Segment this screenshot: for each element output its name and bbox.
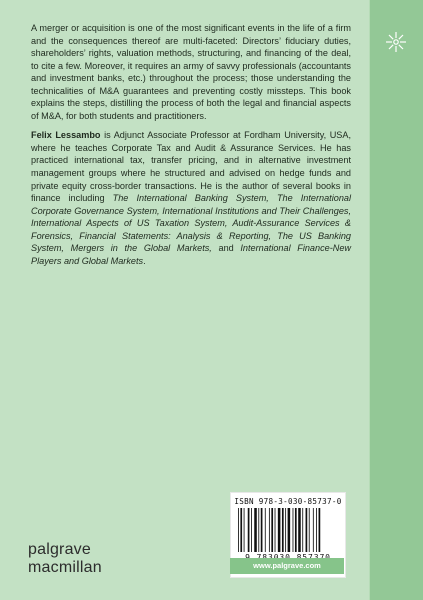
publisher-url: www.palgrave.com: [230, 558, 344, 574]
publisher-name-line1: palgrave: [28, 541, 91, 558]
author-book-titles: The International Banking System, The International Corporate Governance System, International Institutions and Their Challenges, International Aspects of US Taxation System, Audit-Assurance Services & Forensics, Financial Statements: Analysis & Reporting, The US Banking System, Mergers in the Global Markets,: [31, 193, 351, 254]
book-spine: [369, 0, 423, 600]
barcode-icon: [238, 508, 338, 552]
blurb-text: [31, 22, 351, 274]
book-description: A merger or acquisition is one of the most significant events in the life of a firm and the consequences thereof are multi-faceted: Directors’ fiduciary duties, shareholders’ rights, valuation methods, structuring, and financing of the deal, to cite a few. Moreover, it requires an army of savvy professionals (accountants and investment banks, etc.) throughout the process; those understanding the technicalities of M&A guarantees and preventing costly missteps. This book explains the steps, distilling the process of both the legal and financial aspects of M&A, for both students and practitioners.: [31, 23, 351, 121]
author-bio-and: and: [211, 243, 241, 254]
author-bio-text: is Adjunct Associate Professor at Fordham University, USA, where he teaches Corporate Tax and Audit & Assurance Services. He has practiced international tax, transfer pricing, and in alternative investment management groups where he structured and advised on hedge funds and private equity cross-border transactions. He is the author of several books in finance including: [31, 130, 351, 204]
author-name: Felix Lessambo: [31, 130, 101, 141]
publisher-logo: [28, 541, 102, 577]
author-bio-end: .: [143, 255, 146, 266]
publisher-name-line2: macmillan: [28, 559, 102, 576]
palgrave-logo-icon: [385, 31, 407, 53]
author-bio: [31, 129, 351, 267]
isbn-label: ISBN 978-3-030-85737-0: [234, 497, 342, 506]
author-last-book-title: International Finance-New Players and Global Markets: [31, 243, 352, 266]
